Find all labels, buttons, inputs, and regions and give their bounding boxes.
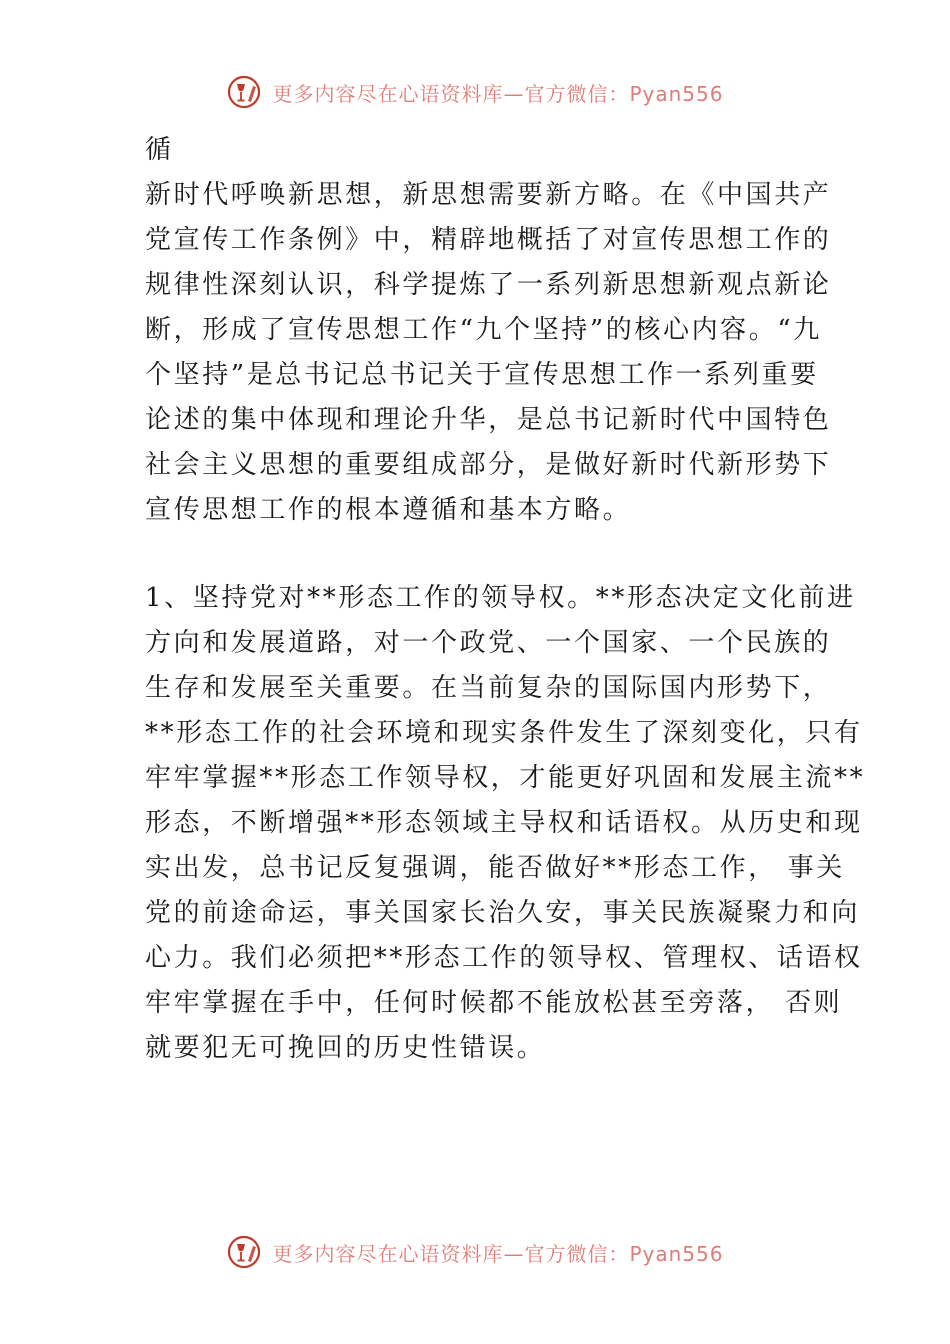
text-line: 牢牢掌握在手中，任何时候都不能放松甚至旁落， 否则 [145, 988, 843, 1018]
text-line: 方向和发展道路，对一个政党、一个国家、一个民族的 [145, 628, 832, 658]
text-line: 生存和发展至关重要。在当前复杂的国际国内形势下， [145, 673, 832, 703]
text-line: 新时代呼唤新思想，新思想需要新方略。在《中国共产 [145, 180, 832, 210]
text-line: 个坚持”是总书记总书记关于宣传思想工作一系列重要 [145, 360, 819, 390]
text-line: **形态工作的社会环境和现实条件发生了深刻变化，只有 [145, 718, 863, 748]
wine-glass-bottle-logo-icon [226, 1234, 262, 1270]
text-line: 论述的集中体现和理论升华，是总书记新时代中国特色 [145, 405, 832, 435]
document-body [145, 128, 866, 1071]
text-line: 规律性深刻认识，科学提炼了一系列新思想新观点新论 [145, 270, 832, 300]
text-line: 宣传思想工作的根本遵循和基本方略。 [145, 495, 632, 525]
text-line: 心力。我们必须把**形态工作的领导权、管理权、话语权 [145, 943, 863, 973]
paragraph-intro [145, 173, 835, 533]
text-line: 1、坚持党对**形态工作的领导权。**形态决定文化前进 [145, 583, 856, 613]
watermark-text: 更多内容尽在心语资料库—官方微信：Pyan556 [272, 1241, 724, 1266]
footer-watermark-banner [0, 1232, 950, 1272]
text-line: 断，形成了宣传思想工作“九个坚持”的核心内容。“九 [145, 315, 822, 345]
text-line: 形态，不断增强**形态领域主导权和话语权。从历史和现 [145, 808, 863, 838]
paragraph-gap [145, 533, 835, 576]
text-line: 实出发，总书记反复强调，能否做好**形态工作， 事关 [145, 853, 845, 883]
fragment-line: 循 [145, 135, 174, 165]
paragraph-point-1 [145, 576, 866, 1071]
text-line: 党的前途命运，事关国家长治久安，事关民族凝聚力和向 [145, 898, 861, 928]
wine-glass-bottle-logo-icon [226, 74, 262, 110]
text-line: 牢牢掌握**形态工作领导权，才能更好巩固和发展主流** [145, 763, 866, 793]
text-line: 社会主义思想的重要组成部分，是做好新时代新形势下 [145, 450, 832, 480]
text-line: 就要犯无可挽回的历史性错误。 [145, 1033, 546, 1063]
watermark-text: 更多内容尽在心语资料库—官方微信：Pyan556 [272, 81, 724, 106]
header-watermark-banner [0, 72, 950, 112]
text-line: 党宣传工作条例》中，精辟地概括了对宣传思想工作的 [145, 225, 832, 255]
